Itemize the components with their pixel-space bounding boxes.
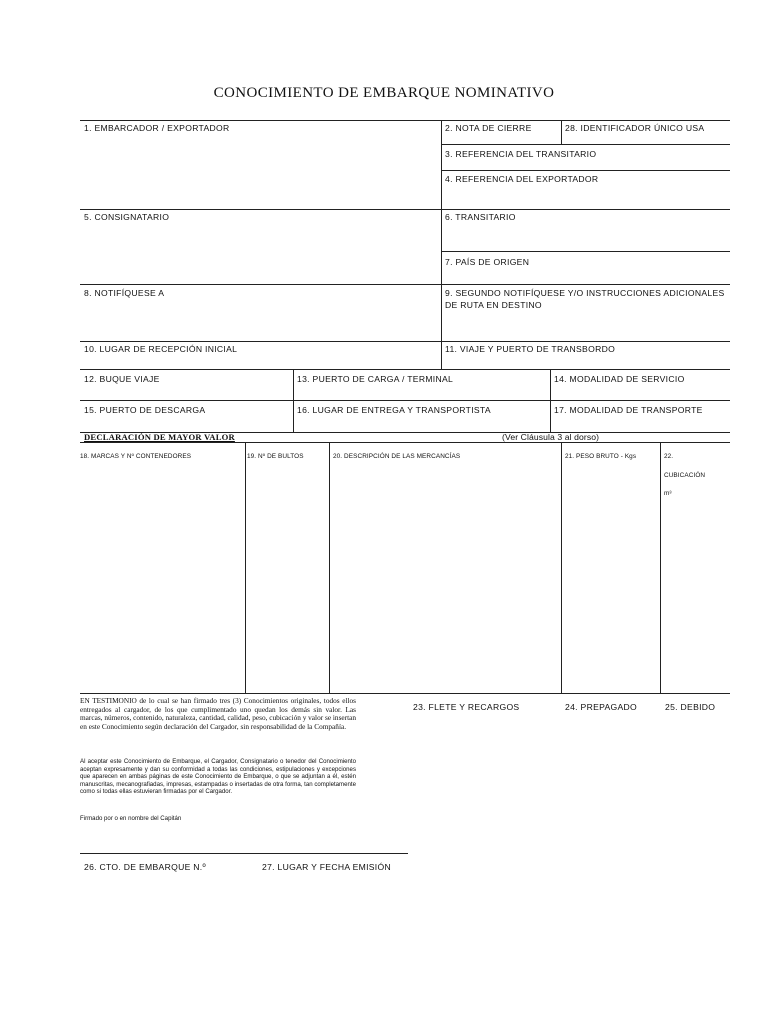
col-volume-label: CUBICACIÓN xyxy=(664,472,706,479)
field-notify-party: 8. NOTIFÍQUESE A xyxy=(84,288,165,298)
field-booking-note: 2. NOTA DE CIERRE xyxy=(445,123,532,133)
grid-line xyxy=(660,442,661,693)
field-forwarder: 6. TRANSITARIO xyxy=(445,212,516,222)
col-gross-weight: 21. PESO BRUTO - Kgs xyxy=(565,453,637,460)
testimonio-text: EN TESTIMONIO de lo cual se han firmado tres (3) Conocimientos originales, todos ellos entregados al cargador, de los que cumplimentado uno quedan los demás sin valor. Las marcas, números, contenido, naturaleza, cantidad, calidad, peso, cubicación y valor se insertan en este Conocimiento según declaración del Cargador, sin responsabilidad de la Compañía. xyxy=(80,696,356,731)
field-freight-charges: 23. FLETE Y RECARGOS xyxy=(413,702,520,712)
field-place-date-issue: 27. LUGAR Y FECHA EMISIÓN xyxy=(262,862,391,872)
field-shipper-exporter: 1. EMBARCADOR / EXPORTADOR xyxy=(84,123,230,133)
grid-line xyxy=(245,442,246,693)
field-delivery-place-carrier: 16. LUGAR DE ENTREGA Y TRANSPORTISTA xyxy=(297,405,491,415)
field-transport-mode: 17. MODALIDAD DE TRANSPORTE xyxy=(554,405,703,415)
grid-line xyxy=(561,442,562,693)
grid-line xyxy=(441,144,730,145)
grid-line xyxy=(441,170,730,171)
field-port-of-loading: 13. PUERTO DE CARGA / TERMINAL xyxy=(297,374,454,384)
grid-line xyxy=(441,120,442,369)
col-volume-number: 22. xyxy=(664,453,674,460)
grid-line xyxy=(80,400,730,401)
declaration-clause: (Ver Cláusula 3 al dorso) xyxy=(502,432,600,442)
acceptance-text: Al aceptar este Conocimiento de Embarque, el Cargador, Consignatario o tenedor del Conocimiento aceptan expresamente y dan su conformidad a todas las condiciones, estipulaciones y excepciones que aparecen en ambas páginas de este Conocimiento de Embarque, o que se adjuntan a él, estén manuscritas, mecanografiadas, impresas, estampadas o insertadas de otra forma, tan completamente como si todas ellas estuvieran firmadas por el Cargador. xyxy=(80,758,356,796)
field-collect: 25. DEBIDO xyxy=(665,702,716,712)
field-transshipment: 11. VIAJE Y PUERTO DE TRANSBORDO xyxy=(445,344,616,354)
field-country-of-origin: 7. PAÍS DE ORIGEN xyxy=(445,257,530,267)
field-bl-number: 26. CTO. DE EMBARQUE N.º xyxy=(84,862,206,872)
grid-line xyxy=(80,442,730,443)
grid-line xyxy=(80,284,730,285)
grid-line xyxy=(80,341,730,342)
grid-line xyxy=(329,442,330,693)
grid-line xyxy=(80,693,730,694)
field-port-of-discharge: 15. PUERTO DE DESCARGA xyxy=(84,405,206,415)
col-goods-description: 20. DESCRIPCIÓN DE LAS MERCANCÍAS xyxy=(333,453,461,460)
grid-line xyxy=(80,120,730,121)
field-initial-receipt-place: 10. LUGAR DE RECEPCIÓN INICIAL xyxy=(84,344,238,354)
field-vessel-voyage: 12. BUQUE VIAJE xyxy=(84,374,160,384)
grid-line xyxy=(293,369,294,432)
document-title: CONOCIMIENTO DE EMBARQUE NOMINATIVO xyxy=(213,85,555,101)
field-usa-unique-identifier: 28. IDENTIFICADOR ÚNICO USA xyxy=(565,123,705,133)
grid-line xyxy=(80,209,730,210)
grid-line xyxy=(441,251,730,252)
field-second-notify: 9. SEGUNDO NOTIFÍQUESE Y/O INSTRUCCIONES ADICIONALES DE RUTA EN DESTINO xyxy=(445,288,725,310)
col-marks-containers: 18. MARCAS Y Nº CONTENEDORES xyxy=(80,453,192,460)
field-consignee: 5. CONSIGNATARIO xyxy=(84,212,170,222)
field-exporter-reference: 4. REFERENCIA DEL EXPORTADOR xyxy=(445,174,599,184)
field-forwarder-reference: 3. REFERENCIA DEL TRANSITARIO xyxy=(445,149,597,159)
grid-line xyxy=(80,369,730,370)
field-service-mode: 14. MODALIDAD DE SERVICIO xyxy=(554,374,685,384)
field-prepaid: 24. PREPAGADO xyxy=(565,702,638,712)
col-packages: 19. Nº DE BULTOS xyxy=(247,453,304,460)
declaration-label: DECLARACIÓN DE MAYOR VALOR xyxy=(84,432,235,442)
signed-by-captain: Firmado por o en nombre del Capitán xyxy=(80,815,182,822)
col-volume-unit: m³ xyxy=(664,490,672,497)
grid-line xyxy=(80,853,408,854)
grid-line xyxy=(561,120,562,144)
grid-line xyxy=(550,369,551,432)
